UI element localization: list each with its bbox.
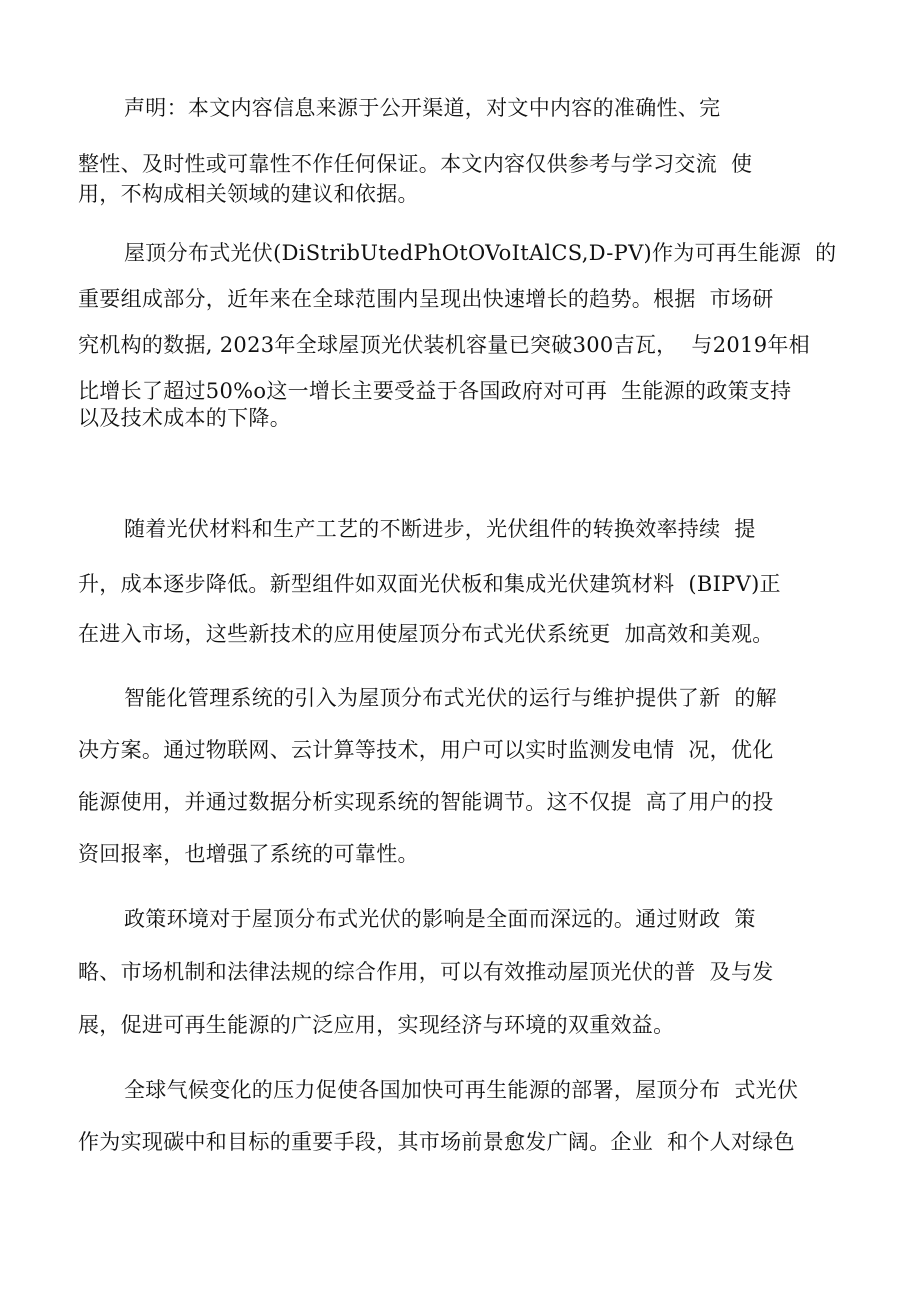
paragraph-line: 升，成本逐步降低。新型组件如双面光伏板和集成光伏建筑材料 (BIPV)正: [78, 572, 781, 596]
paragraph-line: 智能化管理系统的引入为屋顶分布式光伏的运行与维护提供了新 的解: [124, 686, 777, 710]
paragraph-line: 略、市场机制和法律法规的综合作用，可以有效推动屋顶光伏的普 及与发: [78, 960, 774, 984]
paragraph-line: 在进入市场，这些新技术的应用使屋顶分布式光伏系统更 加高效和美观。: [78, 622, 774, 646]
paragraph-line: 以及技术成本的下降。: [78, 406, 291, 430]
paragraph-line: 作为实现碳中和目标的重要手段，其市场前景愈发广阔。企业 和个人对绿色: [78, 1130, 795, 1154]
paragraph-line: 屋顶分布式光伏(DiStribUtedPhOtOVoItAlCS,D-PV)作为可再生能源 的: [124, 241, 837, 265]
paragraph-line: 究机构的数据, 2023年全球屋顶光伏装机容量已突破300吉瓦， 与2019年相: [78, 333, 810, 357]
paragraph-line: 比增长了超过50%o这一增长主要受益于各国政府对可再 生能源的政策支持: [78, 379, 792, 403]
paragraph-line: 随着光伏材料和生产工艺的不断进步，光伏组件的转换效率持续 提: [124, 517, 756, 541]
paragraph-line: 全球气候变化的压力促使各国加快可再生能源的部署，屋顶分布 式光伏: [124, 1078, 799, 1102]
paragraph-line: 整性、及时性或可靠性不作任何保证。本文内容仅供参考与学习交流 使: [78, 152, 753, 176]
paragraph-line: 声明：本文内容信息来源于公开渠道，对文中内容的准确性、完: [124, 96, 721, 120]
paragraph-line: 重要组成部分，近年来在全球范围内呈现出快速增长的趋势。根据 市场研: [78, 287, 774, 311]
paragraph-line: 资回报率，也增强了系统的可靠性。: [78, 842, 419, 866]
paragraph-line: 用，不构成相关领域的建议和依据。: [78, 182, 419, 206]
paragraph-line: 展，促进可再生能源的广泛应用，实现经济与环境的双重效益。: [78, 1013, 675, 1037]
paragraph-line: 决方案。通过物联网、云计算等技术，用户可以实时监测发电情 况，优化: [78, 738, 774, 762]
paragraph-line: 能源使用，并通过数据分析实现系统的智能调节。这不仅提 高了用户的投: [78, 790, 774, 814]
paragraph-line: 政策环境对于屋顶分布式光伏的影响是全面而深远的。通过财政 策: [124, 907, 756, 931]
